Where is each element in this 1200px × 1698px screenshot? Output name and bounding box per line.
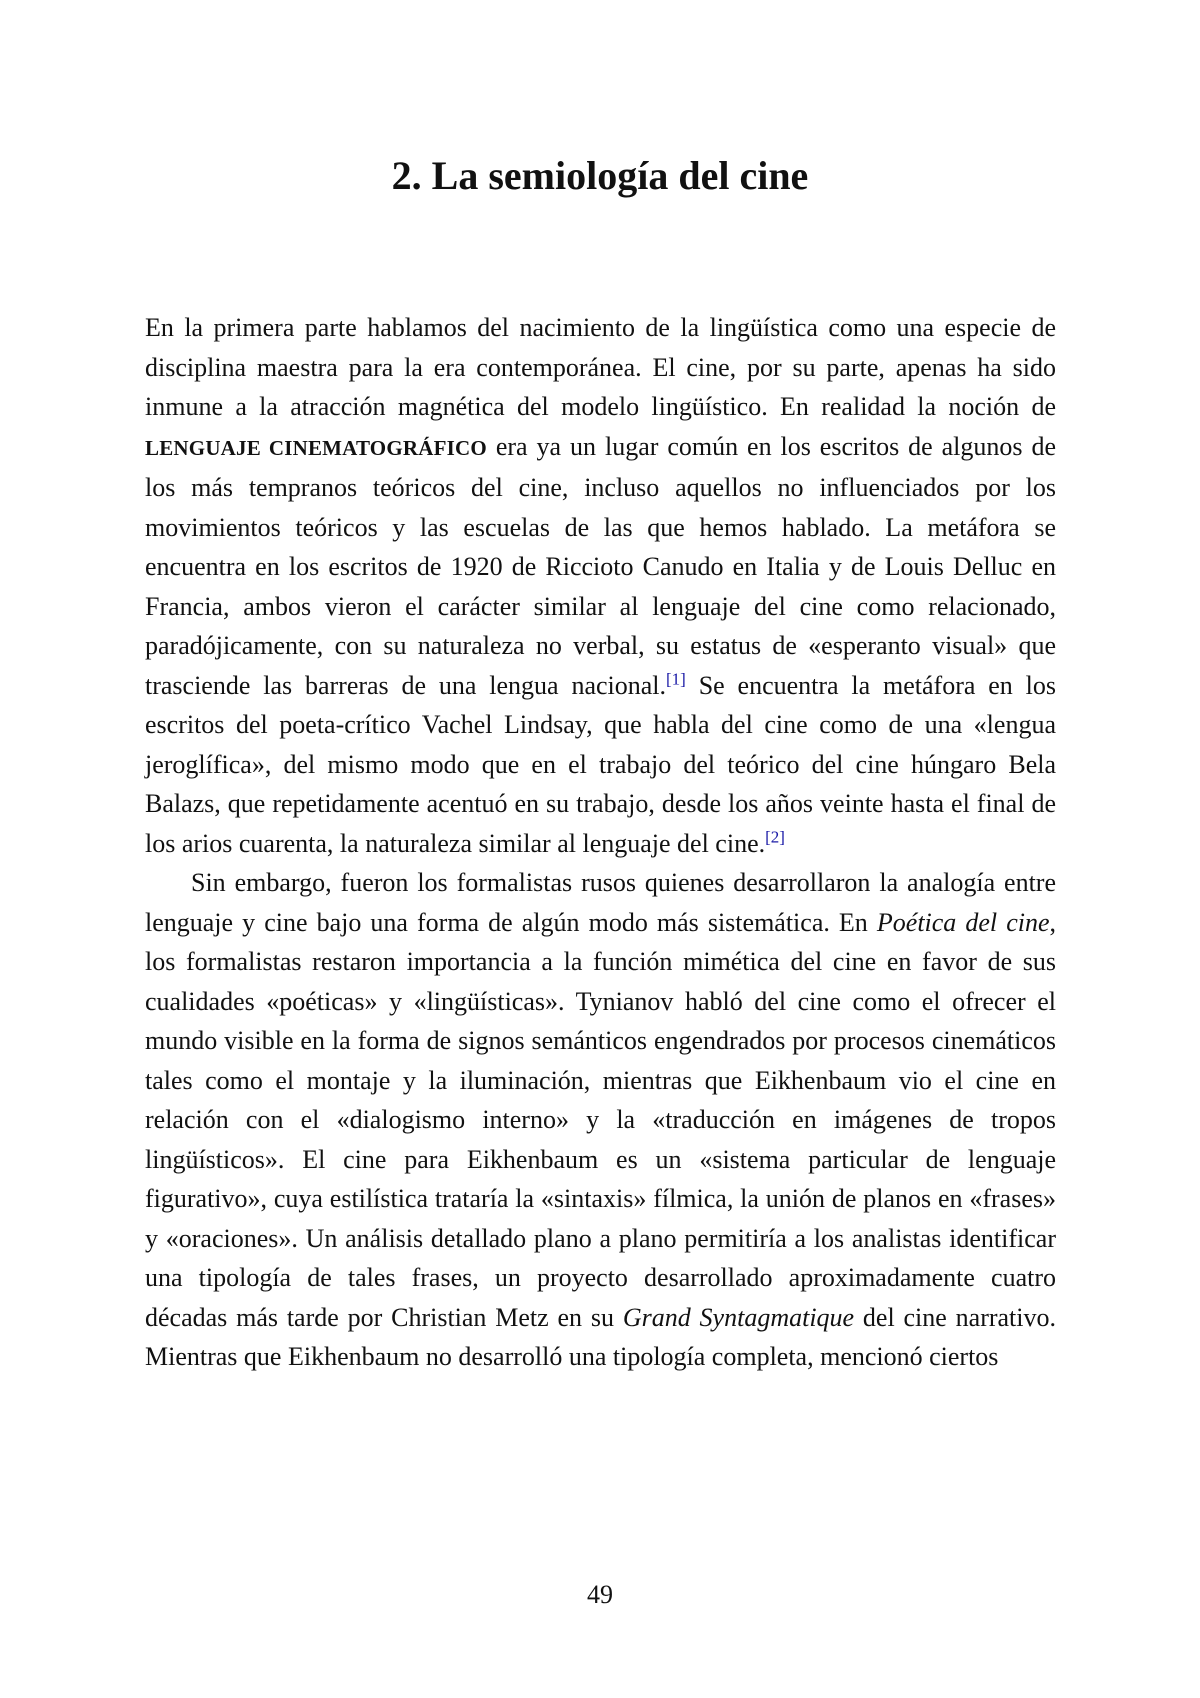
footnote-ref-1[interactable]: [1] xyxy=(666,668,686,688)
text-run: En la primera parte hablamos del nacimiento de la lingüística como una especie de disciplina maestra para la era contemporánea. El cine, por su parte, apenas ha sido inmune a la atracción magnética del modelo lingüístico. En realidad la noción de xyxy=(145,313,1056,421)
term-lenguaje-cinematografico: LENGUAJE CINEMATOGRÁFICO xyxy=(145,435,487,460)
text-run: Sin embargo, fueron los formalistas rusos quienes desarrollaron la analogía entre lenguaje y cine bajo una forma de algún modo más sistemática. En xyxy=(145,868,1056,937)
text-run: Se encuentra la metáfora en los escritos del poeta-crítico Vachel Lindsay, que habla del cine como de una «lengua jeroglífica», del mismo modo que en el trabajo del teórico del cine húngaro Bela Balazs, que repetidamente acentuó en su trabajo, desde los años veinte hasta el final de los arios cuarenta, la naturaleza similar al lenguaje del cine. xyxy=(145,670,1056,858)
body-text xyxy=(145,308,1056,1377)
italic-title-poetica-del-cine: Poética del cine xyxy=(876,907,1050,937)
chapter-title: 2. La semiología del cine xyxy=(391,153,809,198)
text-run: era ya un lugar común en los escritos de algunos de los más tempranos teóricos del cine, incluso aquellos no influenciados por los movimientos teóricos y las escuelas de las que hemos hablado. La metáfora se encuentra en los escritos de 1920 de Riccioto Canudo en Italia y de Louis Delluc en Francia, ambos vieron el carácter similar al lenguaje del cine como relacionado, paradójicamente, con su naturaleza no verbal, su estatus de «esperanto visual» que trasciende las barreras de una lengua nacional. xyxy=(145,431,1057,700)
page-number: 49 xyxy=(587,1580,613,1609)
footnote-ref-2[interactable]: [2] xyxy=(765,826,785,846)
paragraph xyxy=(145,863,1056,1377)
text-run: , los formalistas restaron importancia a la función mimética del cine en favor de sus cualidades «poéticas» y «lingüísticas». Tynianov habló del cine como el ofrecer el mundo visible en la forma de signos semánticos engendrados por procesos cinemáticos tales como el montaje y la iluminación, mientras que Eikhenbaum vio el cine en relación con el «dialogismo interno» y la «traducción en imágenes de tropos lingüísticos». El cine para Eikhenbaum es un «sistema particular de lenguaje figurativo», cuya estilística trataría la «sintaxis» fílmica, la unión de planos en «frases» y «oraciones». Un análisis detallado plano a plano permitiría a los analistas identificar una tipología de tales frases, un proyecto desarrollado aproximadamente cuatro décadas más tarde por Christian Metz en su xyxy=(145,907,1057,1332)
paragraph xyxy=(145,308,1056,863)
text-run: del cine narrativo. Mientras que Eikhenbaum no desarrolló una tipología completa, mencionó ciertos xyxy=(145,1302,1056,1371)
italic-title-grand-syntagmatique: Grand Syntagmatique xyxy=(622,1302,855,1332)
